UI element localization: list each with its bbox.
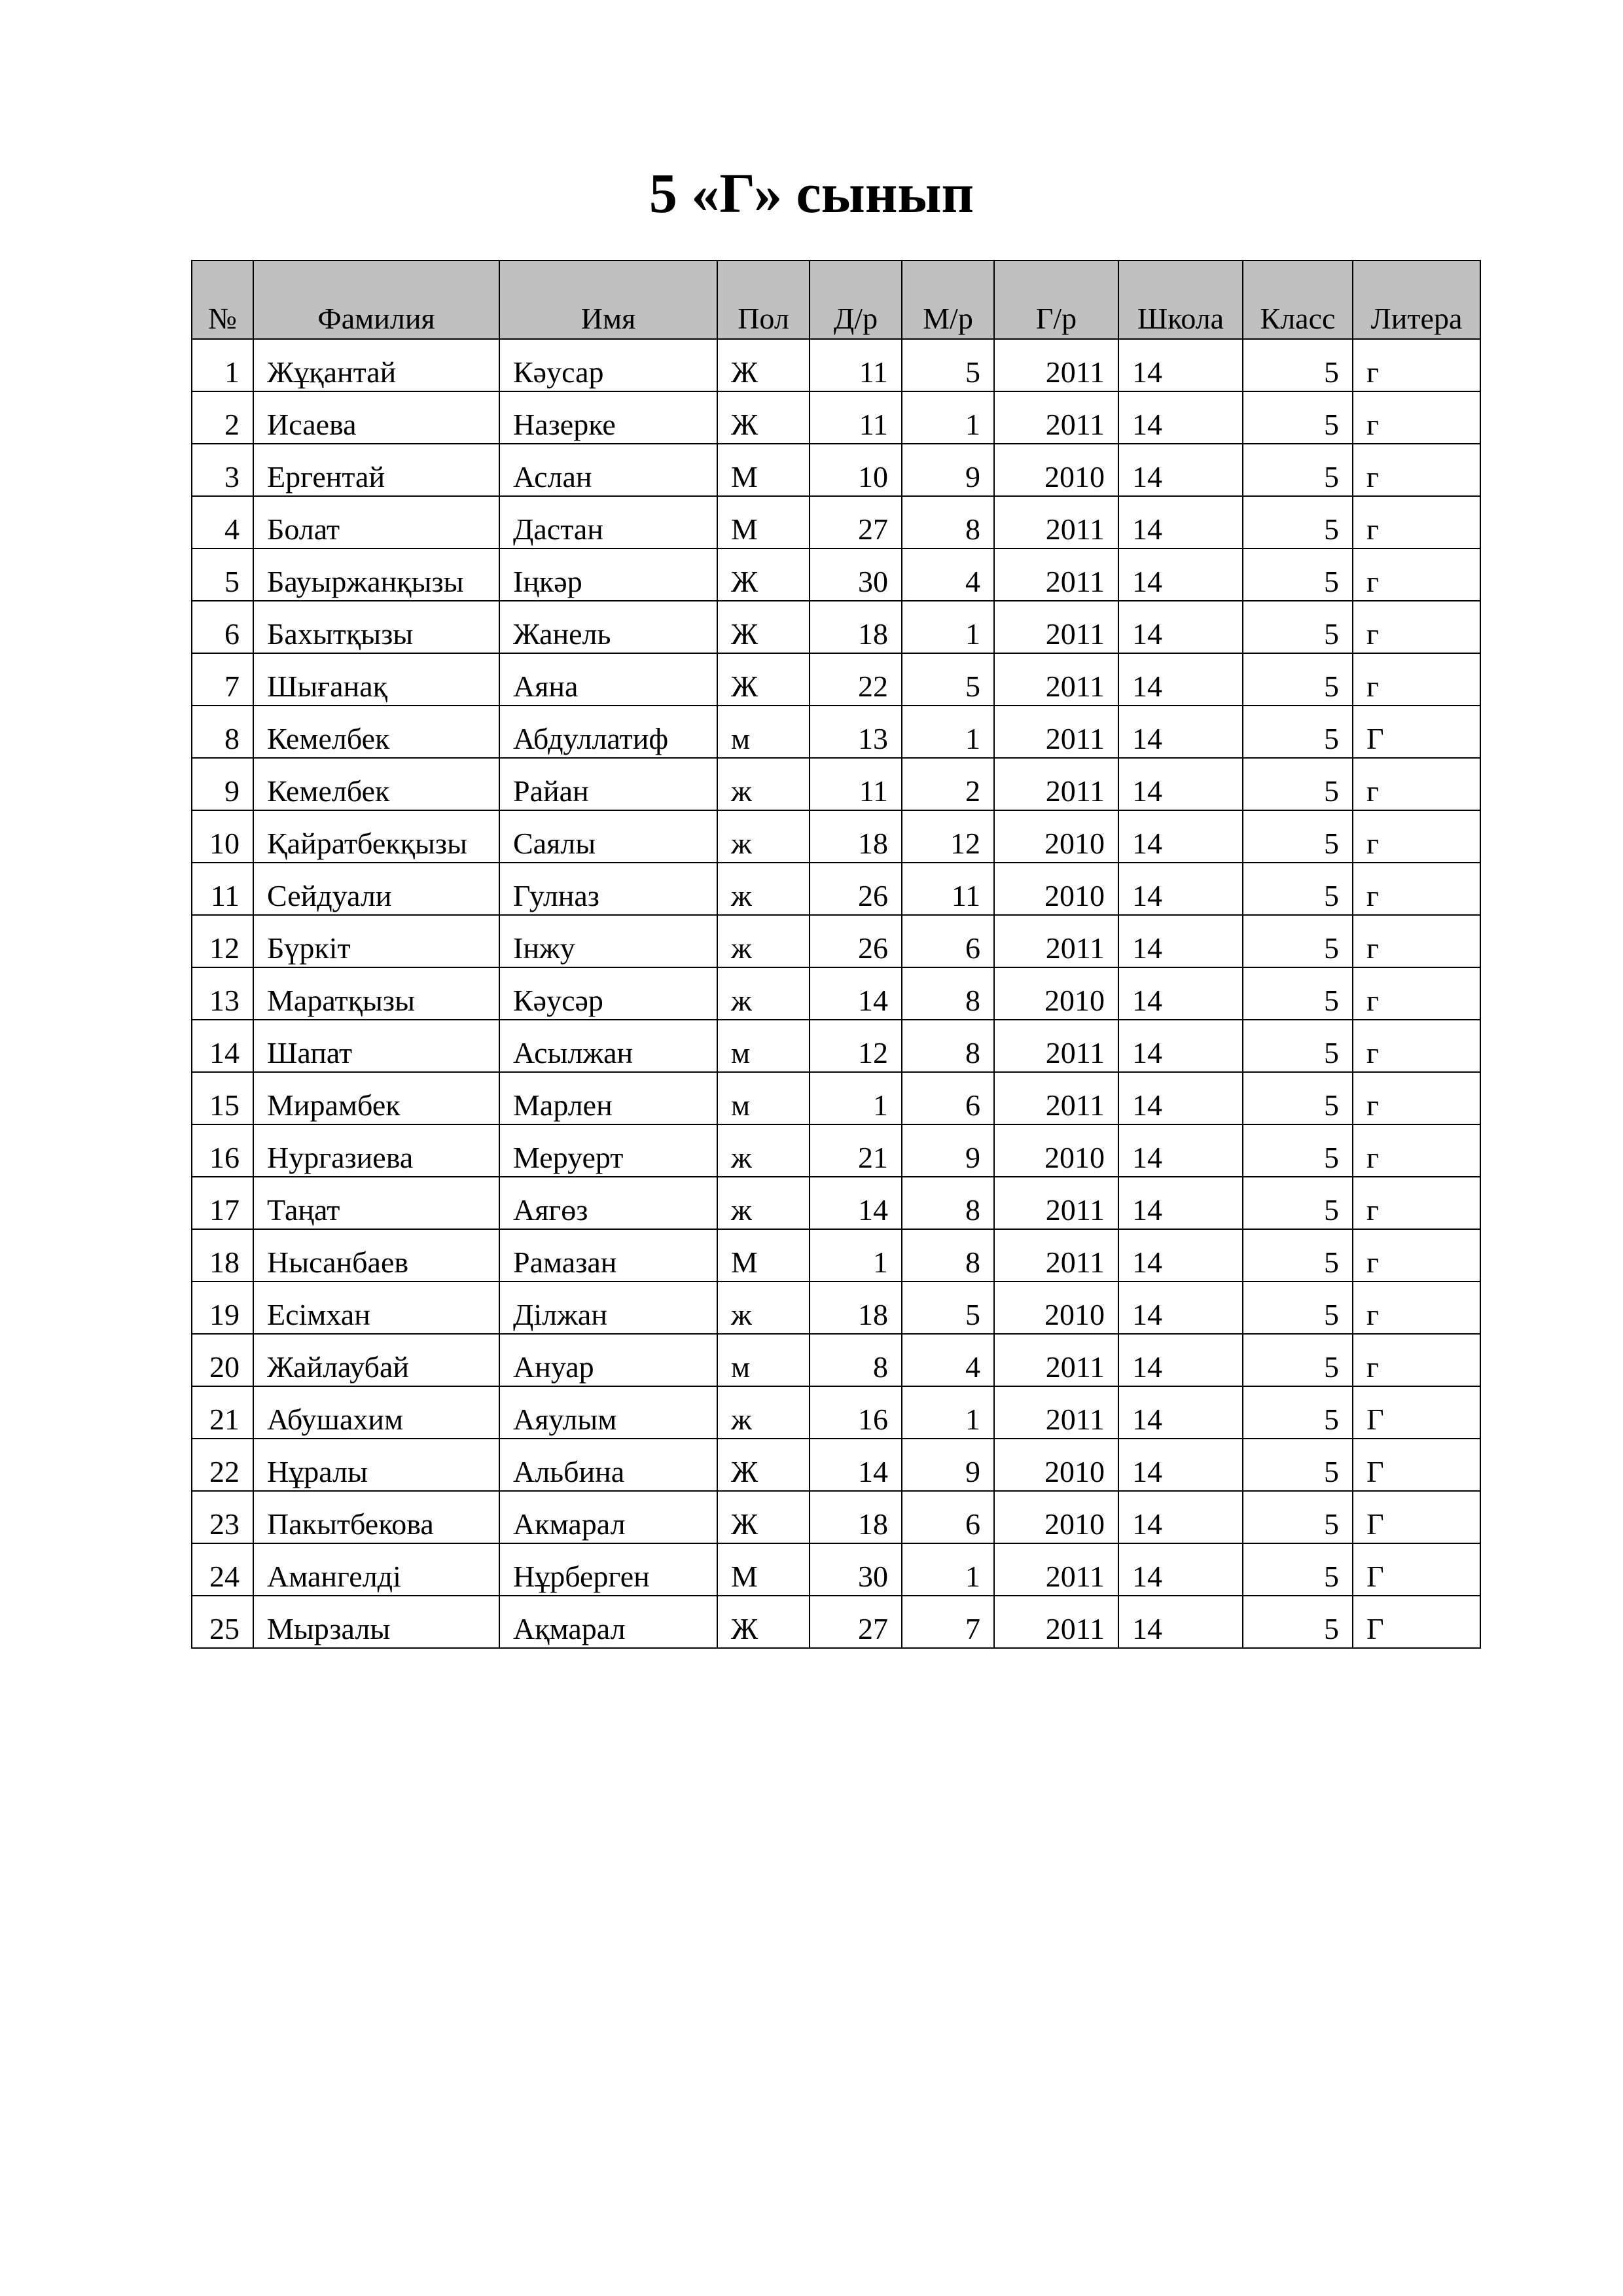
cell-row-number: 19: [192, 1282, 253, 1334]
cell-birth-day: 8: [810, 1334, 902, 1386]
cell-gender: ж: [717, 1386, 810, 1439]
cell-first-name: Аслан: [499, 444, 717, 496]
cell-gender: ж: [717, 810, 810, 863]
cell-birth-year: 2011: [994, 706, 1118, 758]
cell-row-number: 2: [192, 391, 253, 444]
cell-row-number: 21: [192, 1386, 253, 1439]
cell-birth-month: 1: [902, 391, 994, 444]
cell-school: 14: [1118, 967, 1243, 1020]
cell-gender: ж: [717, 967, 810, 1020]
cell-class-letter: г: [1353, 915, 1480, 967]
cell-surname: Пакытбекова: [253, 1491, 499, 1543]
cell-row-number: 11: [192, 863, 253, 915]
header-number: №: [192, 260, 253, 339]
cell-birth-day: 22: [810, 653, 902, 706]
cell-class: 5: [1243, 810, 1353, 863]
cell-class: 5: [1243, 1229, 1353, 1282]
table-row: [192, 758, 1480, 810]
cell-class: 5: [1243, 1072, 1353, 1124]
cell-class-letter: г: [1353, 548, 1480, 601]
cell-class: 5: [1243, 1386, 1353, 1439]
cell-first-name: Кәусар: [499, 339, 717, 391]
cell-birth-year: 2011: [994, 339, 1118, 391]
cell-school: 14: [1118, 601, 1243, 653]
cell-first-name: Аяна: [499, 653, 717, 706]
cell-school: 14: [1118, 548, 1243, 601]
cell-birth-month: 6: [902, 915, 994, 967]
cell-birth-month: 6: [902, 1491, 994, 1543]
cell-surname: Кемелбек: [253, 706, 499, 758]
cell-class-letter: Г: [1353, 1386, 1480, 1439]
cell-gender: Ж: [717, 1596, 810, 1648]
cell-class: 5: [1243, 706, 1353, 758]
cell-row-number: 12: [192, 915, 253, 967]
cell-birth-year: 2011: [994, 1072, 1118, 1124]
cell-class: 5: [1243, 967, 1353, 1020]
cell-class-letter: Г: [1353, 1543, 1480, 1596]
cell-class: 5: [1243, 339, 1353, 391]
cell-birth-year: 2011: [994, 1386, 1118, 1439]
cell-class: 5: [1243, 1491, 1353, 1543]
table-row: [192, 1596, 1480, 1648]
cell-class-letter: г: [1353, 810, 1480, 863]
cell-class: 5: [1243, 1439, 1353, 1491]
header-gender: Пол: [717, 260, 810, 339]
cell-row-number: 23: [192, 1491, 253, 1543]
table-body: [192, 339, 1480, 1648]
cell-gender: Ж: [717, 1491, 810, 1543]
cell-school: 14: [1118, 1177, 1243, 1229]
cell-surname: Нургазиева: [253, 1124, 499, 1177]
cell-class-letter: г: [1353, 653, 1480, 706]
table-header: [192, 260, 1480, 339]
cell-birth-month: 8: [902, 1020, 994, 1072]
cell-surname: Есімхан: [253, 1282, 499, 1334]
cell-birth-day: 21: [810, 1124, 902, 1177]
cell-birth-month: 9: [902, 1124, 994, 1177]
cell-birth-day: 26: [810, 863, 902, 915]
cell-birth-month: 12: [902, 810, 994, 863]
cell-first-name: Абдуллатиф: [499, 706, 717, 758]
cell-birth-day: 11: [810, 391, 902, 444]
header-row: [192, 260, 1480, 339]
cell-birth-month: 1: [902, 1386, 994, 1439]
cell-surname: Бауыржанқызы: [253, 548, 499, 601]
table-row: [192, 339, 1480, 391]
cell-gender: Ж: [717, 653, 810, 706]
cell-gender: Ж: [717, 601, 810, 653]
cell-birth-year: 2010: [994, 1439, 1118, 1491]
cell-birth-month: 1: [902, 706, 994, 758]
cell-school: 14: [1118, 496, 1243, 548]
cell-surname: Сейдуали: [253, 863, 499, 915]
cell-school: 14: [1118, 1491, 1243, 1543]
cell-birth-month: 8: [902, 1177, 994, 1229]
cell-first-name: Райан: [499, 758, 717, 810]
cell-class: 5: [1243, 444, 1353, 496]
cell-birth-month: 8: [902, 496, 994, 548]
cell-birth-year: 2011: [994, 1543, 1118, 1596]
cell-class-letter: г: [1353, 863, 1480, 915]
cell-class: 5: [1243, 758, 1353, 810]
cell-birth-month: 5: [902, 339, 994, 391]
cell-first-name: Марлен: [499, 1072, 717, 1124]
cell-school: 14: [1118, 1072, 1243, 1124]
cell-row-number: 8: [192, 706, 253, 758]
cell-first-name: Ділжан: [499, 1282, 717, 1334]
cell-school: 14: [1118, 706, 1243, 758]
cell-birth-day: 14: [810, 1439, 902, 1491]
cell-birth-month: 9: [902, 444, 994, 496]
cell-first-name: Нұрберген: [499, 1543, 717, 1596]
cell-birth-month: 1: [902, 1543, 994, 1596]
cell-gender: ж: [717, 863, 810, 915]
cell-class: 5: [1243, 1334, 1353, 1386]
cell-school: 14: [1118, 391, 1243, 444]
cell-first-name: Дастан: [499, 496, 717, 548]
cell-surname: Исаева: [253, 391, 499, 444]
cell-gender: ж: [717, 758, 810, 810]
header-name: Имя: [499, 260, 717, 339]
cell-birth-day: 18: [810, 1282, 902, 1334]
cell-gender: ж: [717, 1177, 810, 1229]
cell-class: 5: [1243, 653, 1353, 706]
cell-class-letter: Г: [1353, 706, 1480, 758]
cell-school: 14: [1118, 1229, 1243, 1282]
header-birth-year: Г/р: [994, 260, 1118, 339]
header-birth-day: Д/р: [810, 260, 902, 339]
cell-birth-month: 2: [902, 758, 994, 810]
cell-gender: Ж: [717, 1439, 810, 1491]
cell-class-letter: г: [1353, 967, 1480, 1020]
cell-school: 14: [1118, 1124, 1243, 1177]
cell-row-number: 15: [192, 1072, 253, 1124]
cell-first-name: Інжу: [499, 915, 717, 967]
cell-class-letter: г: [1353, 444, 1480, 496]
cell-birth-year: 2011: [994, 653, 1118, 706]
cell-birth-day: 26: [810, 915, 902, 967]
cell-birth-month: 7: [902, 1596, 994, 1648]
cell-class: 5: [1243, 601, 1353, 653]
cell-birth-month: 1: [902, 601, 994, 653]
header-surname: Фамилия: [253, 260, 499, 339]
cell-gender: М: [717, 1229, 810, 1282]
table-row: [192, 548, 1480, 601]
cell-row-number: 17: [192, 1177, 253, 1229]
cell-birth-month: 5: [902, 653, 994, 706]
table-row: [192, 496, 1480, 548]
cell-school: 14: [1118, 1596, 1243, 1648]
table-row: [192, 1229, 1480, 1282]
cell-birth-year: 2011: [994, 915, 1118, 967]
cell-birth-day: 18: [810, 1491, 902, 1543]
cell-birth-year: 2011: [994, 496, 1118, 548]
cell-class-letter: г: [1353, 1020, 1480, 1072]
cell-birth-year: 2010: [994, 1282, 1118, 1334]
cell-surname: Мырзалы: [253, 1596, 499, 1648]
cell-birth-year: 2011: [994, 1177, 1118, 1229]
cell-first-name: Аяулым: [499, 1386, 717, 1439]
cell-school: 14: [1118, 1282, 1243, 1334]
table-row: [192, 1020, 1480, 1072]
cell-birth-day: 30: [810, 548, 902, 601]
cell-birth-day: 13: [810, 706, 902, 758]
cell-birth-year: 2010: [994, 863, 1118, 915]
table-row: [192, 1177, 1480, 1229]
table-row: [192, 391, 1480, 444]
cell-birth-day: 27: [810, 496, 902, 548]
cell-school: 14: [1118, 653, 1243, 706]
cell-surname: Маратқызы: [253, 967, 499, 1020]
cell-gender: М: [717, 444, 810, 496]
cell-surname: Абушахим: [253, 1386, 499, 1439]
cell-surname: Бахытқызы: [253, 601, 499, 653]
cell-birth-year: 2011: [994, 1596, 1118, 1648]
cell-class: 5: [1243, 496, 1353, 548]
cell-first-name: Аягөз: [499, 1177, 717, 1229]
cell-class-letter: г: [1353, 1282, 1480, 1334]
cell-birth-day: 30: [810, 1543, 902, 1596]
cell-birth-year: 2011: [994, 1020, 1118, 1072]
cell-first-name: Кәусәр: [499, 967, 717, 1020]
cell-first-name: Акмарал: [499, 1491, 717, 1543]
table-row: [192, 1072, 1480, 1124]
cell-birth-month: 8: [902, 1229, 994, 1282]
cell-row-number: 9: [192, 758, 253, 810]
cell-gender: Ж: [717, 339, 810, 391]
cell-row-number: 4: [192, 496, 253, 548]
table-row: [192, 863, 1480, 915]
cell-surname: Қайратбекқызы: [253, 810, 499, 863]
header-class: Класс: [1243, 260, 1353, 339]
cell-surname: Ергентай: [253, 444, 499, 496]
cell-birth-day: 10: [810, 444, 902, 496]
cell-birth-day: 11: [810, 339, 902, 391]
cell-first-name: Меруерт: [499, 1124, 717, 1177]
cell-class: 5: [1243, 1124, 1353, 1177]
cell-birth-year: 2010: [994, 1124, 1118, 1177]
table-row: [192, 1491, 1480, 1543]
table-row: [192, 1386, 1480, 1439]
page-title: 5 «Г» сынып: [649, 162, 974, 224]
cell-gender: м: [717, 1334, 810, 1386]
cell-birth-day: 1: [810, 1229, 902, 1282]
table-row: [192, 1334, 1480, 1386]
cell-class: 5: [1243, 1543, 1353, 1596]
cell-birth-year: 2011: [994, 1229, 1118, 1282]
cell-class: 5: [1243, 391, 1353, 444]
cell-birth-year: 2011: [994, 548, 1118, 601]
table-row: [192, 653, 1480, 706]
cell-birth-year: 2010: [994, 444, 1118, 496]
cell-school: 14: [1118, 1439, 1243, 1491]
cell-birth-year: 2010: [994, 810, 1118, 863]
cell-row-number: 18: [192, 1229, 253, 1282]
table-row: [192, 601, 1480, 653]
cell-class-letter: г: [1353, 758, 1480, 810]
cell-surname: Жайлаубай: [253, 1334, 499, 1386]
cell-first-name: Альбина: [499, 1439, 717, 1491]
cell-class-letter: Г: [1353, 1491, 1480, 1543]
cell-class-letter: г: [1353, 1072, 1480, 1124]
cell-first-name: Іңкәр: [499, 548, 717, 601]
cell-school: 14: [1118, 915, 1243, 967]
cell-surname: Нұралы: [253, 1439, 499, 1491]
cell-birth-month: 9: [902, 1439, 994, 1491]
cell-birth-day: 12: [810, 1020, 902, 1072]
cell-first-name: Саялы: [499, 810, 717, 863]
cell-row-number: 25: [192, 1596, 253, 1648]
header-letter: Литера: [1353, 260, 1480, 339]
cell-first-name: Ануар: [499, 1334, 717, 1386]
cell-gender: м: [717, 1020, 810, 1072]
cell-class: 5: [1243, 1177, 1353, 1229]
cell-birth-month: 6: [902, 1072, 994, 1124]
cell-row-number: 6: [192, 601, 253, 653]
cell-first-name: Асылжан: [499, 1020, 717, 1072]
cell-surname: Нысанбаев: [253, 1229, 499, 1282]
header-school: Школа: [1118, 260, 1243, 339]
cell-surname: Кемелбек: [253, 758, 499, 810]
cell-birth-day: 14: [810, 1177, 902, 1229]
table-row: [192, 915, 1480, 967]
cell-birth-day: 18: [810, 601, 902, 653]
cell-school: 14: [1118, 1334, 1243, 1386]
cell-class-letter: г: [1353, 1124, 1480, 1177]
cell-gender: М: [717, 496, 810, 548]
cell-birth-month: 8: [902, 967, 994, 1020]
cell-gender: ж: [717, 915, 810, 967]
cell-row-number: 7: [192, 653, 253, 706]
cell-surname: Жұқантай: [253, 339, 499, 391]
cell-class: 5: [1243, 915, 1353, 967]
cell-first-name: Жанель: [499, 601, 717, 653]
cell-class-letter: г: [1353, 496, 1480, 548]
cell-birth-month: 4: [902, 548, 994, 601]
cell-class: 5: [1243, 863, 1353, 915]
cell-surname: Амангелді: [253, 1543, 499, 1596]
table-row: [192, 967, 1480, 1020]
cell-class-letter: Г: [1353, 1596, 1480, 1648]
cell-row-number: 20: [192, 1334, 253, 1386]
table-row: [192, 706, 1480, 758]
cell-gender: м: [717, 1072, 810, 1124]
cell-class: 5: [1243, 1282, 1353, 1334]
cell-birth-month: 11: [902, 863, 994, 915]
cell-school: 14: [1118, 863, 1243, 915]
cell-school: 14: [1118, 810, 1243, 863]
cell-row-number: 14: [192, 1020, 253, 1072]
student-table: [191, 260, 1481, 1649]
cell-birth-year: 2010: [994, 1491, 1118, 1543]
cell-birth-day: 1: [810, 1072, 902, 1124]
cell-first-name: Назерке: [499, 391, 717, 444]
cell-gender: Ж: [717, 548, 810, 601]
cell-class-letter: Г: [1353, 1439, 1480, 1491]
cell-row-number: 22: [192, 1439, 253, 1491]
cell-gender: М: [717, 1543, 810, 1596]
cell-school: 14: [1118, 1386, 1243, 1439]
cell-birth-day: 14: [810, 967, 902, 1020]
cell-birth-year: 2011: [994, 601, 1118, 653]
cell-class: 5: [1243, 1020, 1353, 1072]
cell-birth-year: 2011: [994, 758, 1118, 810]
cell-birth-year: 2011: [994, 391, 1118, 444]
cell-gender: Ж: [717, 391, 810, 444]
cell-birth-year: 2011: [994, 1334, 1118, 1386]
cell-class-letter: г: [1353, 1334, 1480, 1386]
cell-surname: Таңат: [253, 1177, 499, 1229]
cell-birth-day: 18: [810, 810, 902, 863]
cell-surname: Мирамбек: [253, 1072, 499, 1124]
cell-row-number: 24: [192, 1543, 253, 1596]
cell-class: 5: [1243, 548, 1353, 601]
cell-class: 5: [1243, 1596, 1353, 1648]
cell-row-number: 5: [192, 548, 253, 601]
cell-first-name: Гулназ: [499, 863, 717, 915]
cell-class-letter: г: [1353, 391, 1480, 444]
cell-birth-month: 5: [902, 1282, 994, 1334]
cell-class-letter: г: [1353, 601, 1480, 653]
cell-birth-year: 2010: [994, 967, 1118, 1020]
cell-class-letter: г: [1353, 1177, 1480, 1229]
cell-row-number: 10: [192, 810, 253, 863]
cell-row-number: 3: [192, 444, 253, 496]
cell-first-name: Ақмарал: [499, 1596, 717, 1648]
cell-school: 14: [1118, 444, 1243, 496]
cell-school: 14: [1118, 1543, 1243, 1596]
cell-gender: ж: [717, 1124, 810, 1177]
cell-school: 14: [1118, 339, 1243, 391]
cell-surname: Шапат: [253, 1020, 499, 1072]
cell-school: 14: [1118, 758, 1243, 810]
cell-surname: Болат: [253, 496, 499, 548]
table-row: [192, 1439, 1480, 1491]
header-birth-month: М/р: [902, 260, 994, 339]
table-row: [192, 810, 1480, 863]
cell-first-name: Рамазан: [499, 1229, 717, 1282]
cell-birth-day: 11: [810, 758, 902, 810]
table-row: [192, 444, 1480, 496]
table-row: [192, 1282, 1480, 1334]
cell-school: 14: [1118, 1020, 1243, 1072]
table-row: [192, 1124, 1480, 1177]
cell-birth-month: 4: [902, 1334, 994, 1386]
cell-gender: ж: [717, 1282, 810, 1334]
cell-birth-day: 16: [810, 1386, 902, 1439]
cell-row-number: 13: [192, 967, 253, 1020]
cell-row-number: 16: [192, 1124, 253, 1177]
table-row: [192, 1543, 1480, 1596]
cell-surname: Бүркіт: [253, 915, 499, 967]
cell-class-letter: г: [1353, 1229, 1480, 1282]
cell-surname: Шығанақ: [253, 653, 499, 706]
cell-birth-day: 27: [810, 1596, 902, 1648]
cell-class-letter: г: [1353, 339, 1480, 391]
cell-gender: м: [717, 706, 810, 758]
cell-row-number: 1: [192, 339, 253, 391]
